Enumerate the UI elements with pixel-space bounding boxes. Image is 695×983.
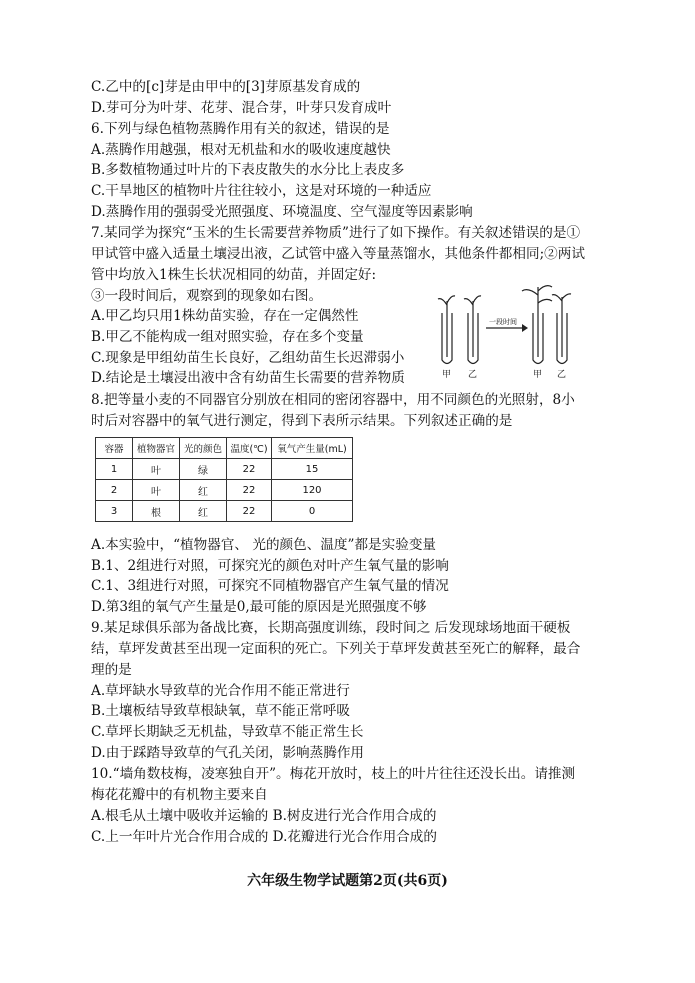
text-line: 管中均放入1株生长状况相同的幼苗，并固定好: xyxy=(91,267,377,283)
table-header: 光的颜色 xyxy=(180,438,227,459)
option-c: C.现象是甲组幼苗生长良好，乙组幼苗生长迟滞弱小 xyxy=(91,350,405,366)
tube-label: 甲 xyxy=(533,370,543,380)
table-cell: 22 xyxy=(227,501,272,522)
text-line: 理的是 xyxy=(91,662,132,678)
table-header-row xyxy=(96,438,353,459)
text-line: 时后对容器中的氧气进行测定，得到下表所示结果。下列叙述正确的是 xyxy=(91,413,513,429)
option-c: C.草坪长期缺乏无机盐，导致草不能正常生长 xyxy=(91,724,364,740)
test-tube-jia-before xyxy=(438,296,455,364)
tube-label: 乙 xyxy=(468,370,478,380)
option-b: B.甲乙不能构成一组对照实验，存在多个变量 xyxy=(91,329,364,345)
arrow xyxy=(486,317,528,332)
arrow-label: 一段时间 xyxy=(489,318,517,326)
option-b: B.1、2组进行对照，可探究光的颜色对叶产生氧气量的影响 xyxy=(91,558,449,574)
option-d: D.结论是土壤浸出液中含有幼苗生长需要的营养物质 xyxy=(91,370,405,386)
text-line: D.芽可分为叶芽、花芽、混合芽，叶芽只发育成叶 xyxy=(91,100,392,116)
text-line: 梅花花瓣中的有机物主要来自 xyxy=(91,787,268,803)
option-a: A.甲乙均只用1株幼苗实验，存在一定偶然性 xyxy=(91,308,359,324)
oxygen-table xyxy=(95,437,353,522)
question-8: 8.把等量小麦的不同器官分别放在相同的密闭容器中，用不同颜色的光照射，8小 xyxy=(91,392,575,408)
option-a: A.本实验中，“植物器官、 光的颜色、温度”都是实验变量 xyxy=(91,537,437,553)
table-cell: 红 xyxy=(180,480,227,501)
table-cell: 120 xyxy=(272,480,353,501)
page-footer: 六年级生物学试题第2页(共6页) xyxy=(247,873,448,889)
option-d: D.蒸腾作用的强弱受光照强度、环境温度、空气湿度等因素影响 xyxy=(91,204,473,220)
table-cell: 绿 xyxy=(180,459,227,480)
table-cell: 3 xyxy=(96,501,133,522)
table-cell: 0 xyxy=(272,501,353,522)
question-6: 6.下列与绿色植物蒸腾作用有关的叙述，错误的是 xyxy=(91,121,390,137)
option-b: B.多数植物通过叶片的下表皮散失的水分比上表皮多 xyxy=(91,162,405,178)
table-cell: 22 xyxy=(227,459,272,480)
question-7: 7.某同学为探究“玉米的生长需要营养物质”进行了如下操作。有关叙述错误的是① xyxy=(91,225,581,241)
tube-label: 乙 xyxy=(557,370,567,380)
table-cell: 根 xyxy=(133,501,180,522)
option-d: D.第3组的氧气产生量是0,最可能的原因是光照强度不够 xyxy=(91,599,427,615)
option-c: C.干旱地区的植物叶片往往较小，这是对环境的一种适应 xyxy=(91,183,432,199)
test-tube-yi-after xyxy=(552,294,571,364)
options-cd: C.上一年叶片光合作用合成的 D.花瓣进行光合作用合成的 xyxy=(91,829,437,845)
option-a: A.草坪缺水导致草的光合作用不能正常进行 xyxy=(91,683,350,699)
table-row xyxy=(96,459,353,480)
table-cell: 叶 xyxy=(133,480,180,501)
text-line: ③一段时间后，观察到的现象如右图。 xyxy=(91,288,323,304)
option-d: D.由于踩踏导致草的气孔关闭，影响蒸腾作用 xyxy=(91,745,365,761)
table-header: 容器 xyxy=(96,438,133,459)
table-row xyxy=(96,480,353,501)
text-line: C.乙中的[c]芽是由甲中的[3]芽原基发育成的 xyxy=(91,79,361,95)
test-tube-jia-after xyxy=(522,286,552,364)
table-row xyxy=(96,501,353,522)
table-cell: 红 xyxy=(180,501,227,522)
option-c: C.1、3组进行对照，可探究不同植物器官产生氧气量的情况 xyxy=(91,578,449,594)
table-header: 植物器官 xyxy=(133,438,180,459)
tube-label: 甲 xyxy=(442,370,452,380)
question-10: 10.“墙角数枝梅，凌寒独自开”。梅花开放时，枝上的叶片往往还没长出。请推测 xyxy=(91,766,576,782)
seedling-tubes-figure xyxy=(436,285,576,380)
table-header: 温度(℃) xyxy=(227,438,272,459)
options-ab: A.根毛从土壤中吸收并运输的 B.树皮进行光合作用合成的 xyxy=(91,808,437,824)
question-9: 9.某足球俱乐部为备战比赛，长期高强度训练，段时间之 后发现球场地面干硬板 xyxy=(91,620,571,636)
text-line: 甲试管中盛入适量土壤浸出液，乙试管中盛入等量蒸馏水，其他条件都相同;②两试 xyxy=(91,246,585,262)
table-cell: 22 xyxy=(227,480,272,501)
text-line: 结，草坪发黄甚至出现一定面积的死亡。下列关于草坪发黄甚至死亡的解释，最合 xyxy=(91,641,581,657)
table-cell: 15 xyxy=(272,459,353,480)
table-cell: 叶 xyxy=(133,459,180,480)
option-a: A.蒸腾作用越强，根对无机盐和水的吸收速度越快 xyxy=(91,142,391,158)
table-header: 氧气产生量(mL) xyxy=(272,438,353,459)
table-cell: 2 xyxy=(96,480,133,501)
test-tube-yi-before xyxy=(464,296,481,364)
option-b: B.土壤板结导致草根缺氧，草不能正常呼吸 xyxy=(91,703,350,719)
table-cell: 1 xyxy=(96,459,133,480)
